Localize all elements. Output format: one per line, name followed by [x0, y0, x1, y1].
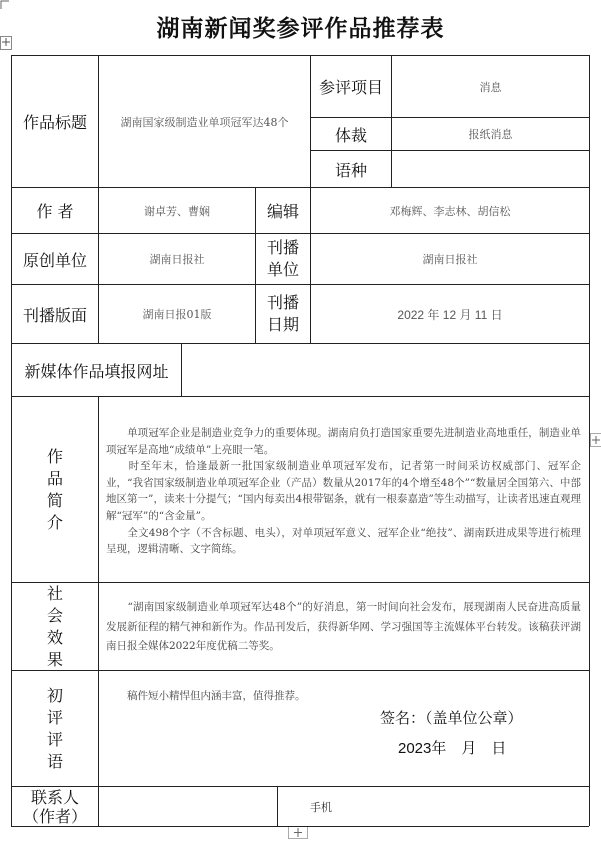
summary-text[interactable]: 单项冠军企业是制造业竞争力的重要体现。湖南肩负打造国家重要先进制造业高地重任，制造业单项冠军是高地“成绩单”上亮眼一笔。 时至年末，恰逢最新一批国家级制造业单项冠军发布，记者第一时间采访权威部门、冠军企业，“我省国家级制造业单项冠军企业（产品）数量从2017年的4个增至48个”“数量居全国第六、中部地区第一”，读来十分提气；“国内每卖出4根带锯条，就有一根泰嘉造”等生动描写，让读者迅速直观理解“冠军”的“含金量”。 全文498个字（不含标题、电头），对单项冠军意义、冠军企业“绝技”、湖南跃进成果等进行梳理呈现，逻辑清晰、文字简练。 [106, 427, 581, 556]
publish-page-label: 刊播版面 [22, 305, 87, 325]
summary-label-char: 作 [46, 446, 63, 466]
language-label: 语种 [334, 160, 367, 180]
phone-label: 手机 [310, 801, 332, 814]
phone-value[interactable] [350, 787, 589, 826]
new-media-url-value[interactable] [182, 344, 589, 396]
review-label-char: 语 [46, 751, 63, 771]
summary-label-char: 简 [46, 490, 63, 510]
publish-date-label-line2: 日期 [266, 315, 299, 334]
effect-label [12, 583, 98, 670]
effect-label-char: 果 [46, 649, 63, 669]
summary-label [12, 397, 98, 582]
review-label-char: 初 [46, 685, 63, 705]
effect-label-char: 效 [46, 627, 63, 647]
publish-page-value[interactable]: 湖南日报01版 [142, 308, 212, 321]
add-column-icon[interactable] [590, 433, 601, 447]
signature-date: 2023年 月 日 [398, 740, 507, 757]
publish-unit-label-line1: 刊播 [266, 238, 299, 257]
work-title-value[interactable]: 湖南国家级制造业单项冠军达48个 [120, 115, 289, 129]
publish-unit-label [256, 234, 310, 284]
category-value[interactable]: 消息 [479, 80, 502, 94]
effect-label-char: 会 [46, 605, 63, 625]
language-value[interactable] [392, 151, 589, 187]
publish-date-value[interactable]: 2022 年 12 月 11 日 [397, 307, 503, 322]
category-label: 参评项目 [318, 78, 383, 97]
contact-label-line2: （作者） [22, 806, 87, 826]
effect-text[interactable]: “湖南国家级制造业单项冠军达48个”的好消息，第一时间向社会发布，展现湖南人民奋进高质量发展新征程的精气神和新作为。作品刊发后，获得新华网、学习强国等主流媒体平台转发。该稿获评湖南日报全媒体2022年度优稿二等奖。 [106, 601, 581, 652]
publish-date-label [256, 285, 310, 343]
summary-label-char: 介 [46, 512, 63, 532]
author-value[interactable]: 谢卓芳、曹娴 [144, 204, 210, 218]
review-label-char: 评 [46, 729, 63, 749]
editor-label: 编辑 [266, 202, 299, 221]
review-label-char: 评 [46, 707, 63, 727]
contact-value[interactable] [99, 787, 277, 826]
genre-value[interactable]: 报纸消息 [468, 128, 513, 141]
page-title: 湖南新闻奖参评作品推荐表 [156, 16, 445, 42]
publish-unit-value[interactable]: 湖南日报社 [422, 253, 478, 266]
summary-label-char: 品 [46, 468, 63, 488]
contact-label [12, 787, 98, 826]
work-title-label: 作品标题 [22, 113, 87, 132]
review-text[interactable]: 稿件短小精悍但内涵丰富，值得推荐。 [106, 690, 306, 702]
origin-unit-label: 原创单位 [22, 250, 87, 270]
contact-label-line1: 联系人 [30, 787, 79, 807]
review-label [12, 671, 98, 786]
origin-unit-value[interactable]: 湖南日报社 [149, 253, 205, 266]
new-media-url-label: 新媒体作品填报网址 [24, 361, 169, 381]
publish-date-label-line1: 刊播 [266, 293, 299, 312]
add-row-icon[interactable] [288, 826, 308, 839]
editor-value[interactable]: 邓梅辉、李志林、胡信松 [389, 204, 511, 218]
signature-line: 签名：（盖单位公章） [380, 709, 523, 727]
publish-unit-label-line2: 单位 [266, 260, 299, 279]
genre-label: 体裁 [334, 125, 367, 145]
effect-label-char: 社 [46, 583, 63, 603]
author-label: 作 者 [36, 202, 74, 221]
